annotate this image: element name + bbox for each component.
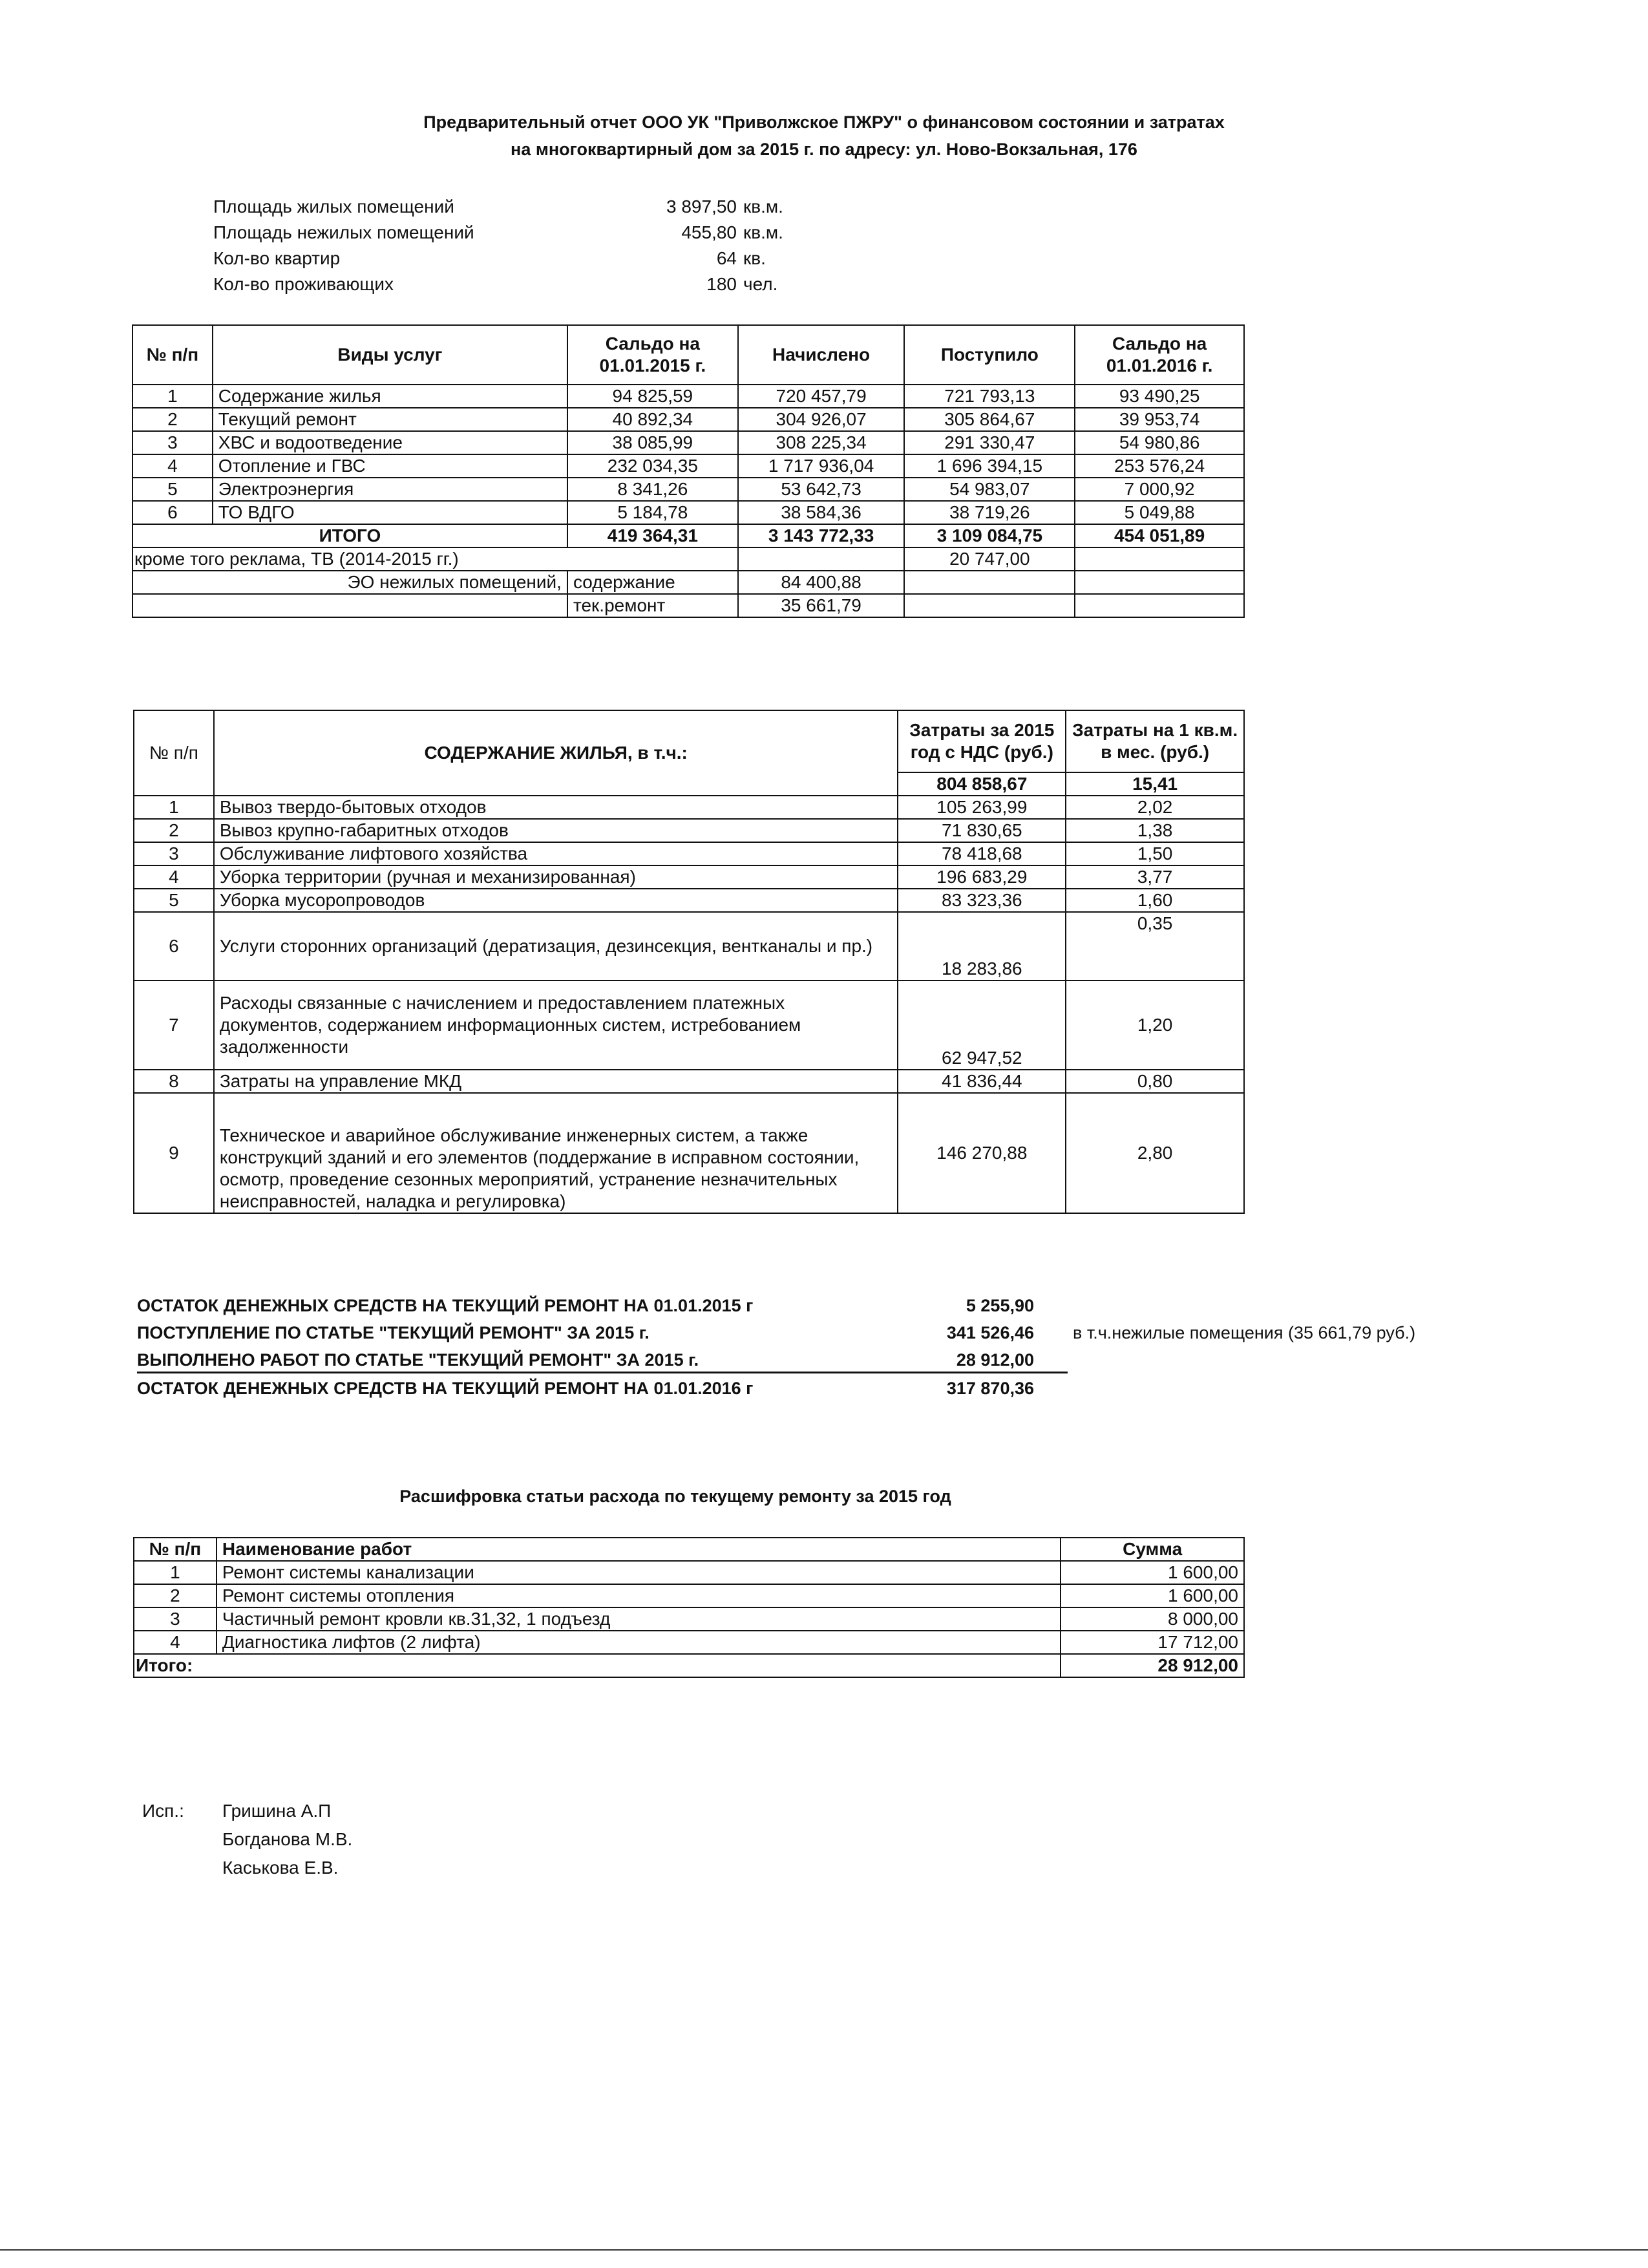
item-name: Затраты на управление МКД <box>214 1070 898 1093</box>
cell-value: 71 830,65 <box>898 819 1066 842</box>
cell-value: 38 085,99 <box>567 431 738 454</box>
item-name: Уборка мусоропроводов <box>214 889 898 912</box>
cell-value: 7 000,92 <box>1075 478 1244 501</box>
cell-value: 5 049,88 <box>1075 501 1244 524</box>
cell-value: 308 225,34 <box>738 431 905 454</box>
column-header: Наименование работ <box>217 1538 1061 1561</box>
table-row <box>134 1070 1244 1093</box>
work-sum: 17 712,00 <box>1061 1631 1244 1654</box>
column-header: Сумма <box>1061 1538 1244 1561</box>
cell-value: 40 892,34 <box>567 408 738 431</box>
cell-value: 1 717 936,04 <box>738 454 905 478</box>
item-name: Техническое и аварийное обслуживание инженерных систем, а также конструкций зданий и его элементов (поддержание в исправном состоянии, осмотр, проведение сезонных мероприятий, устранение незначительных неисправностей, наладка и регулировка) <box>214 1093 898 1213</box>
repair-details-title-text: Расшифровка статьи расхода по текущему ремонту за 2015 год <box>399 1487 951 1506</box>
cell-value: 38 584,36 <box>738 501 905 524</box>
item-name: Вывоз крупно-габаритных отходов <box>214 819 898 842</box>
report-title-line1: Предварительный отчет ООО УК "Приволжское ПЖРУ" о финансовом состоянии и затратах <box>423 112 1225 132</box>
table-row <box>134 842 1244 865</box>
empty-cell <box>132 594 567 617</box>
cell-value: 3,77 <box>1066 865 1244 889</box>
work-sum: 8 000,00 <box>1061 1607 1244 1631</box>
table-row <box>134 889 1244 912</box>
total-saldo-end: 454 051,89 <box>1075 524 1244 547</box>
row-number: 1 <box>132 385 213 408</box>
cell-value: 0,80 <box>1066 1070 1244 1093</box>
row-number: 3 <box>134 842 214 865</box>
row-number: 9 <box>134 1093 214 1213</box>
row-number: 2 <box>134 1584 217 1607</box>
cell-value: 41 836,44 <box>898 1070 1066 1093</box>
item-name: Расходы связанные с начислением и предоставлением платежных документов, содержанием информационных систем, истребованием задолженности <box>214 980 898 1070</box>
table-row <box>132 431 1244 454</box>
cell-value: 38 719,26 <box>904 501 1075 524</box>
table-row <box>134 980 1244 1070</box>
signature-name: Гришина А.П <box>222 1801 332 1821</box>
row-number: 4 <box>134 1631 217 1654</box>
item-name: Обслуживание лифтового хозяйства <box>214 842 898 865</box>
signatures-label: Исп.: <box>142 1801 184 1821</box>
cell-value: 54 980,86 <box>1075 431 1244 454</box>
table-header-row <box>134 1538 1244 1561</box>
empty-cell <box>1075 547 1244 571</box>
summary-label: ОСТАТОК ДЕНЕЖНЫХ СРЕДСТВ НА ТЕКУЩИЙ РЕМОНТ НА 01.01.2015 г <box>137 1296 754 1315</box>
info-unit: чел. <box>743 274 778 294</box>
info-unit: кв.м. <box>743 222 783 242</box>
info-unit: кв. <box>743 248 766 268</box>
cell-value: 1,20 <box>1066 980 1244 1070</box>
nonres-sub-label: тек.ремонт <box>567 594 738 617</box>
cell-value: 1,38 <box>1066 819 1244 842</box>
column-header: Сальдо на 01.01.2016 г. <box>1075 325 1244 385</box>
empty-cell <box>738 547 905 571</box>
cell-value: 720 457,79 <box>738 385 905 408</box>
info-label: Кол-во квартир <box>213 248 341 268</box>
column-header: СОДЕРЖАНИЕ ЖИЛЬЯ, в т.ч.: <box>214 710 898 796</box>
total-row <box>134 1654 1244 1677</box>
work-name: Ремонт системы отопления <box>217 1584 1061 1607</box>
repair-details-title <box>0 1487 1648 1507</box>
table-row <box>134 912 1244 980</box>
total-per-m2: 15,41 <box>1066 772 1244 796</box>
empty-cell <box>904 571 1075 594</box>
cell-value: 1,60 <box>1066 889 1244 912</box>
info-label: Площадь жилых помещений <box>213 196 454 217</box>
total-cost: 804 858,67 <box>898 772 1066 796</box>
info-value: 64 <box>716 248 737 268</box>
nonres-label: ЭО нежилых помещений, <box>132 571 567 594</box>
nonres-sub-label: содержание <box>567 571 738 594</box>
info-unit: кв.м. <box>743 196 783 217</box>
cell-value: 253 576,24 <box>1075 454 1244 478</box>
info-label: Площадь нежилых помещений <box>213 222 474 242</box>
column-header: Начислено <box>738 325 905 385</box>
column-header: № п/п <box>134 710 214 796</box>
nonres-value: 84 400,88 <box>738 571 905 594</box>
cell-value: 1,50 <box>1066 842 1244 865</box>
work-sum: 1 600,00 <box>1061 1561 1244 1584</box>
cell-value: 196 683,29 <box>898 865 1066 889</box>
row-number: 8 <box>134 1070 214 1093</box>
column-header: Поступило <box>904 325 1075 385</box>
cell-value: 83 323,36 <box>898 889 1066 912</box>
summary-value: 341 526,46 <box>946 1323 1034 1342</box>
cell-value: 94 825,59 <box>567 385 738 408</box>
table-row <box>132 454 1244 478</box>
empty-cell <box>1075 594 1244 617</box>
cell-value: 305 864,67 <box>904 408 1075 431</box>
info-value: 180 <box>706 274 737 294</box>
extra-ads-label: кроме того реклама, ТВ (2014-2015 гг.) <box>132 547 738 571</box>
row-number: 1 <box>134 1561 217 1584</box>
summary-label: ВЫПОЛНЕНО РАБОТ ПО СТАТЬЕ "ТЕКУЩИЙ РЕМОНТ" ЗА 2015 г. <box>137 1350 699 1370</box>
row-number: 5 <box>132 478 213 501</box>
cell-value: 53 642,73 <box>738 478 905 501</box>
service-name: Содержание жилья <box>213 385 567 408</box>
info-label: Кол-во проживающих <box>213 274 394 294</box>
summary-value: 317 870,36 <box>946 1379 1034 1398</box>
column-header: Сальдо на 01.01.2015 г. <box>567 325 738 385</box>
cell-value: 18 283,86 <box>898 912 1066 980</box>
total-label: ИТОГО <box>132 524 567 547</box>
total-label: Итого: <box>134 1654 1061 1677</box>
row-number: 3 <box>132 431 213 454</box>
cell-value: 1 696 394,15 <box>904 454 1075 478</box>
table-row <box>134 796 1244 819</box>
cell-value: 721 793,13 <box>904 385 1075 408</box>
report-title-line2: на многоквартирный дом за 2015 г. по адресу: ул. Ново-Вокзальная, 176 <box>511 140 1137 159</box>
work-name: Ремонт системы канализации <box>217 1561 1061 1584</box>
column-header: Затраты за 2015 год с НДС (руб.) <box>898 710 1066 772</box>
extra-ads-received: 20 747,00 <box>904 547 1075 571</box>
row-number: 3 <box>134 1607 217 1631</box>
total-saldo-start: 419 364,31 <box>567 524 738 547</box>
empty-cell <box>904 594 1075 617</box>
cell-value: 8 341,26 <box>567 478 738 501</box>
cell-value: 291 330,47 <box>904 431 1075 454</box>
work-name: Диагностика лифтов (2 лифта) <box>217 1631 1061 1654</box>
column-header: № п/п <box>132 325 213 385</box>
service-name: Текущий ремонт <box>213 408 567 431</box>
row-number: 2 <box>134 819 214 842</box>
cell-value: 93 490,25 <box>1075 385 1244 408</box>
cell-value: 62 947,52 <box>898 980 1066 1070</box>
total-charged: 3 143 772,33 <box>738 524 905 547</box>
info-value: 455,80 <box>681 222 737 242</box>
empty-cell <box>1075 571 1244 594</box>
service-name: Отопление и ГВС <box>213 454 567 478</box>
row-number: 4 <box>132 454 213 478</box>
column-header: Виды услуг <box>213 325 567 385</box>
services-table <box>132 324 1245 618</box>
cell-value: 0,35 <box>1066 912 1244 980</box>
summary-value: 5 255,90 <box>966 1296 1034 1315</box>
nonres-value: 35 661,79 <box>738 594 905 617</box>
table-row <box>132 501 1244 524</box>
cell-value: 54 983,07 <box>904 478 1075 501</box>
column-header: № п/п <box>134 1538 217 1561</box>
signature-name: Богданова М.В. <box>222 1829 353 1849</box>
table-header-row <box>132 325 1244 385</box>
cell-value: 5 184,78 <box>567 501 738 524</box>
total-row <box>132 524 1244 547</box>
cell-value: 2,02 <box>1066 796 1244 819</box>
table-row <box>134 1584 1244 1607</box>
row-number: 5 <box>134 889 214 912</box>
cell-value: 146 270,88 <box>898 1093 1066 1213</box>
summary-label: ОСТАТОК ДЕНЕЖНЫХ СРЕДСТВ НА ТЕКУЩИЙ РЕМОНТ НА 01.01.2016 г <box>137 1379 754 1398</box>
row-number: 2 <box>132 408 213 431</box>
column-header: Затраты на 1 кв.м. в мес. (руб.) <box>1066 710 1244 772</box>
work-name: Частичный ремонт кровли кв.31,32, 1 подъезд <box>217 1607 1061 1631</box>
row-number: 7 <box>134 980 214 1070</box>
table-row <box>132 408 1244 431</box>
row-number: 6 <box>134 912 214 980</box>
total-sum: 28 912,00 <box>1061 1654 1244 1677</box>
total-received: 3 109 084,75 <box>904 524 1075 547</box>
cell-value: 78 418,68 <box>898 842 1066 865</box>
service-name: ТО ВДГО <box>213 501 567 524</box>
table-row <box>134 865 1244 889</box>
cell-value: 2,80 <box>1066 1093 1244 1213</box>
table-row <box>132 478 1244 501</box>
repair-details-table <box>133 1537 1245 1678</box>
service-name: Электроэнергия <box>213 478 567 501</box>
nonres-row <box>132 594 1244 617</box>
extra-ads-row <box>132 547 1244 571</box>
item-name: Уборка территории (ручная и механизированная) <box>214 865 898 889</box>
cell-value: 232 034,35 <box>567 454 738 478</box>
row-number: 6 <box>132 501 213 524</box>
table-row <box>134 819 1244 842</box>
cell-value: 39 953,74 <box>1075 408 1244 431</box>
table-row <box>132 385 1244 408</box>
table-header-row <box>134 710 1244 772</box>
summary-label: ПОСТУПЛЕНИЕ ПО СТАТЬЕ "ТЕКУЩИЙ РЕМОНТ" ЗА 2015 г. <box>137 1323 650 1342</box>
work-sum: 1 600,00 <box>1061 1584 1244 1607</box>
repair-note: в т.ч.нежилые помещения (35 661,79 руб.) <box>1073 1323 1416 1342</box>
item-name: Услуги сторонних организаций (дератизация, дезинсекция, вентканалы и пр.) <box>214 912 898 980</box>
table-row <box>134 1631 1244 1654</box>
maintenance-table <box>133 710 1245 1214</box>
service-name: ХВС и водоотведение <box>213 431 567 454</box>
table-row <box>134 1093 1244 1213</box>
summary-divider <box>137 1372 1068 1373</box>
cell-value: 105 263,99 <box>898 796 1066 819</box>
table-row <box>134 1561 1244 1584</box>
item-name: Вывоз твердо-бытовых отходов <box>214 796 898 819</box>
summary-value: 28 912,00 <box>956 1350 1034 1370</box>
info-value: 3 897,50 <box>666 196 737 217</box>
page-bottom-line <box>0 2249 1648 2251</box>
signature-name: Каськова Е.В. <box>222 1858 339 1878</box>
row-number: 1 <box>134 796 214 819</box>
table-row <box>134 1607 1244 1631</box>
cell-value: 304 926,07 <box>738 408 905 431</box>
row-number: 4 <box>134 865 214 889</box>
nonres-row <box>132 571 1244 594</box>
